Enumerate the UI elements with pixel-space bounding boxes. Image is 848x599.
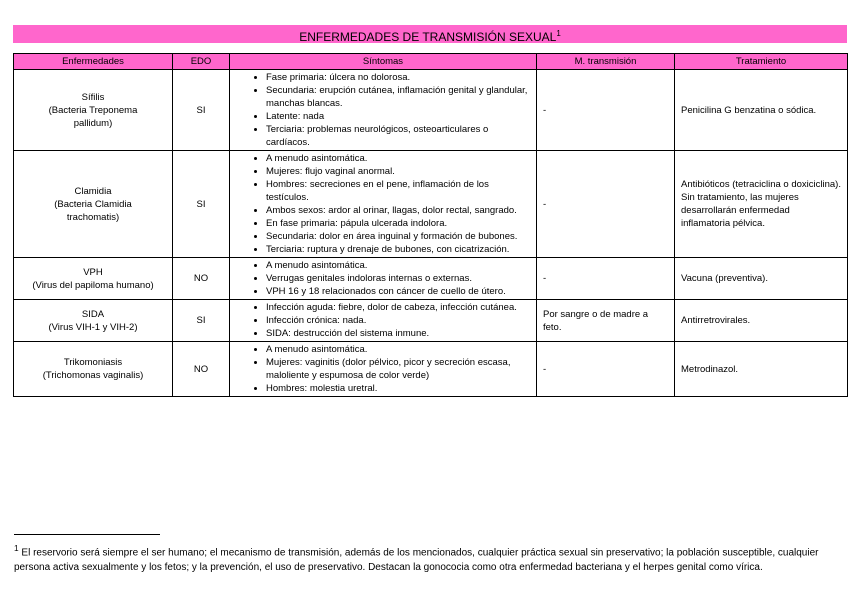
edo-value: SI (173, 300, 230, 342)
disease-name: SIDA (Virus VIH-1 y VIH-2) (14, 300, 173, 342)
symptoms-cell (230, 300, 537, 342)
footnote-reference[interactable]: 1 (556, 29, 561, 38)
symptom-item: • Terciaria: problemas neurológicos, osteoarticulares o cardíacos. (266, 123, 530, 149)
symptoms-cell (230, 70, 537, 151)
transmission-value: Por sangre o de madre a feto. (537, 300, 675, 342)
table-row (14, 300, 848, 342)
footnote-mark: 1 (14, 543, 19, 553)
header-edo: EDO (173, 54, 230, 70)
table-title (13, 25, 847, 43)
treatment-value: Metrodinazol. (675, 342, 848, 397)
table-row (14, 70, 848, 151)
transmission-value: - (537, 258, 675, 300)
header-tratamiento: Tratamiento (675, 54, 848, 70)
symptom-item: • Latente: nada (266, 110, 530, 123)
treatment-value: Penicilina G benzatina o sódica. (675, 70, 848, 151)
symptom-item: • A menudo asintomática. (266, 152, 530, 165)
header-transmision: M. transmisión (537, 54, 675, 70)
footnote (14, 541, 844, 575)
symptom-item: • Secundaria: dolor en área inguinal y formación de bubones. (266, 230, 530, 243)
symptom-item: • Hombres: secreciones en el pene, inflamación de los testículos. (266, 178, 530, 204)
symptom-item: • En fase primaria: pápula ulcerada indolora. (266, 217, 530, 230)
symptom-item: • SIDA: destrucción del sistema inmune. (266, 327, 530, 340)
symptom-item: • Terciaria: ruptura y drenaje de bubones, con cicatrización. (266, 243, 530, 256)
symptom-item: • VPH 16 y 18 relacionados con cáncer de cuello de útero. (266, 285, 530, 298)
symptom-item: • Fase primaria: úlcera no dolorosa. (266, 71, 530, 84)
treatment-value: Antibióticos (tetraciclina o doxiciclina). Sin tratamiento, las mujeres desarrollarán enfermedad inflamatoria pélvica. (675, 151, 848, 258)
symptom-list (236, 259, 530, 298)
symptoms-cell (230, 342, 537, 397)
disease-name: Trikomoniasis (Trichomonas vaginalis) (14, 342, 173, 397)
symptom-item: • Infección crónica: nada. (266, 314, 530, 327)
symptom-item: • Ambos sexos: ardor al orinar, llagas, dolor rectal, sangrado. (266, 204, 530, 217)
symptom-item: • Mujeres: vaginitis (dolor pélvico, picor y secreción escasa, maloliente y espumosa de color verde) (266, 356, 530, 382)
symptom-list (236, 152, 530, 256)
treatment-value: Vacuna (preventiva). (675, 258, 848, 300)
std-table (13, 53, 848, 397)
footnote-text: El reservorio será siempre el ser humano; el mecanismo de transmisión, además de los mencionados, cualquier práctica sexual sin preservativo; la población susceptible, cualquier persona activa sexualmente y los fetos; y la prevención, el uso de preservativo. Destacan la gonococia como otra enfermedad bacteriana y el herpes genital como vírica. (14, 547, 819, 573)
header-row (14, 54, 848, 70)
transmission-value: - (537, 151, 675, 258)
treatment-value: Antirretrovirales. (675, 300, 848, 342)
edo-value: NO (173, 342, 230, 397)
symptoms-cell (230, 258, 537, 300)
disease-name: Clamidia (Bacteria Clamidia trachomatis) (14, 151, 173, 258)
edo-value: SI (173, 151, 230, 258)
header-sintomas: Síntomas (230, 54, 537, 70)
symptom-item: • A menudo asintomática. (266, 343, 530, 356)
symptom-item: • Infección aguda: fiebre, dolor de cabeza, infección cutánea. (266, 301, 530, 314)
transmission-value: - (537, 342, 675, 397)
symptom-item: • Verrugas genitales indoloras internas o externas. (266, 272, 530, 285)
symptom-list (236, 301, 530, 340)
header-enfermedades: Enfermedades (14, 54, 173, 70)
symptoms-cell (230, 151, 537, 258)
symptom-item: • A menudo asintomática. (266, 259, 530, 272)
disease-name: VPH (Virus del papiloma humano) (14, 258, 173, 300)
table-row (14, 258, 848, 300)
edo-value: NO (173, 258, 230, 300)
symptom-list (236, 71, 530, 149)
disease-name: Sífilis (Bacteria Treponema pallidum) (14, 70, 173, 151)
transmission-value: - (537, 70, 675, 151)
table-row (14, 151, 848, 258)
symptom-item: • Mujeres: flujo vaginal anormal. (266, 165, 530, 178)
table-title-text: ENFERMEDADES DE TRANSMISIÓN SEXUAL (299, 30, 557, 44)
table-row (14, 342, 848, 397)
symptom-list (236, 343, 530, 395)
footnote-separator (14, 534, 160, 535)
symptom-item: • Hombres: molestia uretral. (266, 382, 530, 395)
symptom-item: • Secundaria: erupción cutánea, inflamación genital y glandular, manchas blancas. (266, 84, 530, 110)
edo-value: SI (173, 70, 230, 151)
